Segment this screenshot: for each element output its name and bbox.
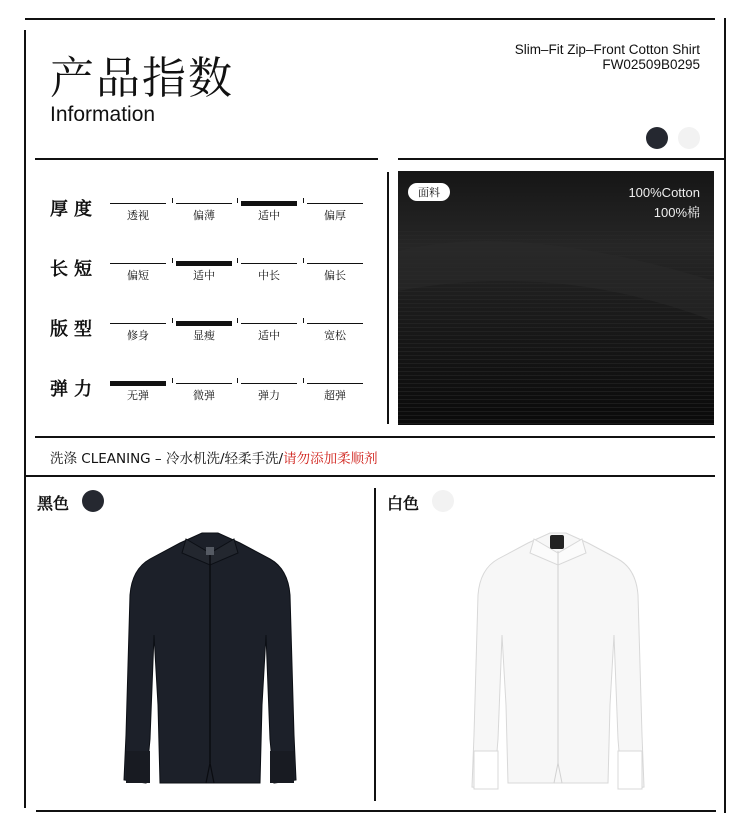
index-option bbox=[307, 383, 363, 402]
index-option-label: 无弹 bbox=[127, 389, 149, 402]
index-option-label: 超弹 bbox=[324, 389, 346, 402]
black-shirt-image bbox=[110, 525, 310, 795]
index-scale-bar bbox=[307, 263, 363, 264]
index-scale-tick bbox=[237, 198, 238, 203]
index-scale-bar bbox=[307, 383, 363, 384]
index-option-selected bbox=[110, 383, 166, 402]
index-scale-bar bbox=[176, 383, 232, 384]
index-scale-tick bbox=[303, 198, 304, 203]
index-option-selected bbox=[176, 323, 232, 342]
page-subtitle: Information bbox=[50, 103, 156, 126]
color-divider bbox=[374, 488, 376, 801]
frame-left bbox=[24, 30, 26, 808]
index-option bbox=[307, 203, 363, 222]
index-scale-bar bbox=[110, 323, 166, 324]
index-option-label: 偏厚 bbox=[324, 209, 346, 222]
index-scale-tick bbox=[172, 258, 173, 263]
index-scale-bar bbox=[110, 263, 166, 264]
frame-right bbox=[724, 18, 726, 813]
index-scale-tick bbox=[237, 258, 238, 263]
care-text: 洗涤 CLEANING – 冷水机洗/轻柔手洗/ bbox=[50, 451, 284, 467]
index-scale-bar bbox=[307, 203, 363, 204]
index-option bbox=[176, 383, 232, 402]
index-scale-bar bbox=[241, 383, 297, 384]
index-option bbox=[110, 203, 166, 222]
care-divider-top bbox=[35, 436, 715, 438]
index-scale-tick bbox=[303, 258, 304, 263]
fabric-composition-cn: 100%棉 bbox=[653, 205, 700, 220]
index-divider bbox=[387, 172, 389, 424]
color-swatch-black[interactable] bbox=[646, 127, 668, 149]
fabric-badge: 面料 bbox=[408, 183, 450, 201]
index-scale-bar bbox=[241, 201, 297, 206]
index-scale-tick bbox=[237, 378, 238, 383]
header-divider-left bbox=[35, 158, 378, 160]
index-scale-bar bbox=[307, 323, 363, 324]
index-scale-bar bbox=[241, 323, 297, 324]
index-option-label: 中长 bbox=[258, 269, 280, 282]
fabric-composition-en: 100%Cotton bbox=[628, 185, 700, 200]
index-scale-tick bbox=[172, 198, 173, 203]
index-option-label: 偏薄 bbox=[193, 209, 215, 222]
care-divider-bottom bbox=[25, 475, 715, 477]
index-option-label: 弹力 bbox=[258, 389, 280, 402]
index-scale-bar bbox=[176, 203, 232, 204]
index-label: 厚度 bbox=[50, 199, 98, 220]
index-option-label: 适中 bbox=[258, 329, 280, 342]
index-option-label: 适中 bbox=[258, 209, 280, 222]
index-option-selected bbox=[176, 263, 232, 282]
index-option-label: 显瘦 bbox=[193, 329, 215, 342]
index-scale-tick bbox=[303, 318, 304, 323]
index-option-label: 透视 bbox=[127, 209, 149, 222]
index-scale-tick bbox=[172, 318, 173, 323]
index-option bbox=[176, 203, 232, 222]
fabric-composition bbox=[628, 183, 700, 223]
product-info bbox=[515, 42, 700, 72]
index-row bbox=[0, 317, 346, 347]
frame-bottom bbox=[36, 810, 716, 812]
index-option-selected bbox=[241, 203, 297, 222]
index-option-label: 修身 bbox=[127, 329, 149, 342]
frame-top bbox=[25, 18, 715, 20]
index-scale-tick bbox=[172, 378, 173, 383]
color-label-black: 黑色 bbox=[37, 494, 70, 513]
index-option-label: 宽松 bbox=[324, 329, 346, 342]
index-option bbox=[307, 263, 363, 282]
index-scale-bar bbox=[241, 263, 297, 264]
index-scale-bar bbox=[110, 203, 166, 204]
index-scale-tick bbox=[237, 318, 238, 323]
index-label: 版型 bbox=[50, 319, 98, 340]
index-option bbox=[307, 323, 363, 342]
index-scale-bar bbox=[110, 381, 166, 386]
color-label-white-swatch bbox=[432, 490, 454, 512]
index-option bbox=[241, 383, 297, 402]
index-option bbox=[241, 263, 297, 282]
care-instructions bbox=[50, 447, 378, 467]
index-option-label: 偏短 bbox=[127, 269, 149, 282]
index-option bbox=[241, 323, 297, 342]
index-label: 弹力 bbox=[50, 379, 98, 400]
index-scale-bar bbox=[176, 321, 232, 326]
index-row bbox=[0, 197, 346, 227]
index-row bbox=[0, 377, 346, 407]
index-option bbox=[110, 323, 166, 342]
index-option-label: 适中 bbox=[193, 269, 215, 282]
index-option-label: 微弹 bbox=[193, 389, 215, 402]
header-divider-right bbox=[398, 158, 724, 160]
index-option-label: 偏长 bbox=[324, 269, 346, 282]
color-label-white: 白色 bbox=[387, 494, 420, 513]
care-warning: 请勿添加柔顺剂 bbox=[283, 451, 378, 467]
product-code: FW02509B0295 bbox=[602, 57, 700, 72]
white-shirt-image bbox=[458, 525, 658, 795]
index-scale-tick bbox=[303, 378, 304, 383]
index-scale-bar bbox=[176, 261, 232, 266]
product-name: Slim–Fit Zip–Front Cotton Shirt bbox=[514, 42, 700, 57]
color-swatch-white[interactable] bbox=[678, 127, 700, 149]
index-row bbox=[0, 257, 346, 287]
index-option bbox=[110, 263, 166, 282]
color-label-black-swatch bbox=[82, 490, 104, 512]
index-label: 长短 bbox=[50, 259, 98, 280]
page-title: 产品指数 bbox=[50, 53, 234, 104]
